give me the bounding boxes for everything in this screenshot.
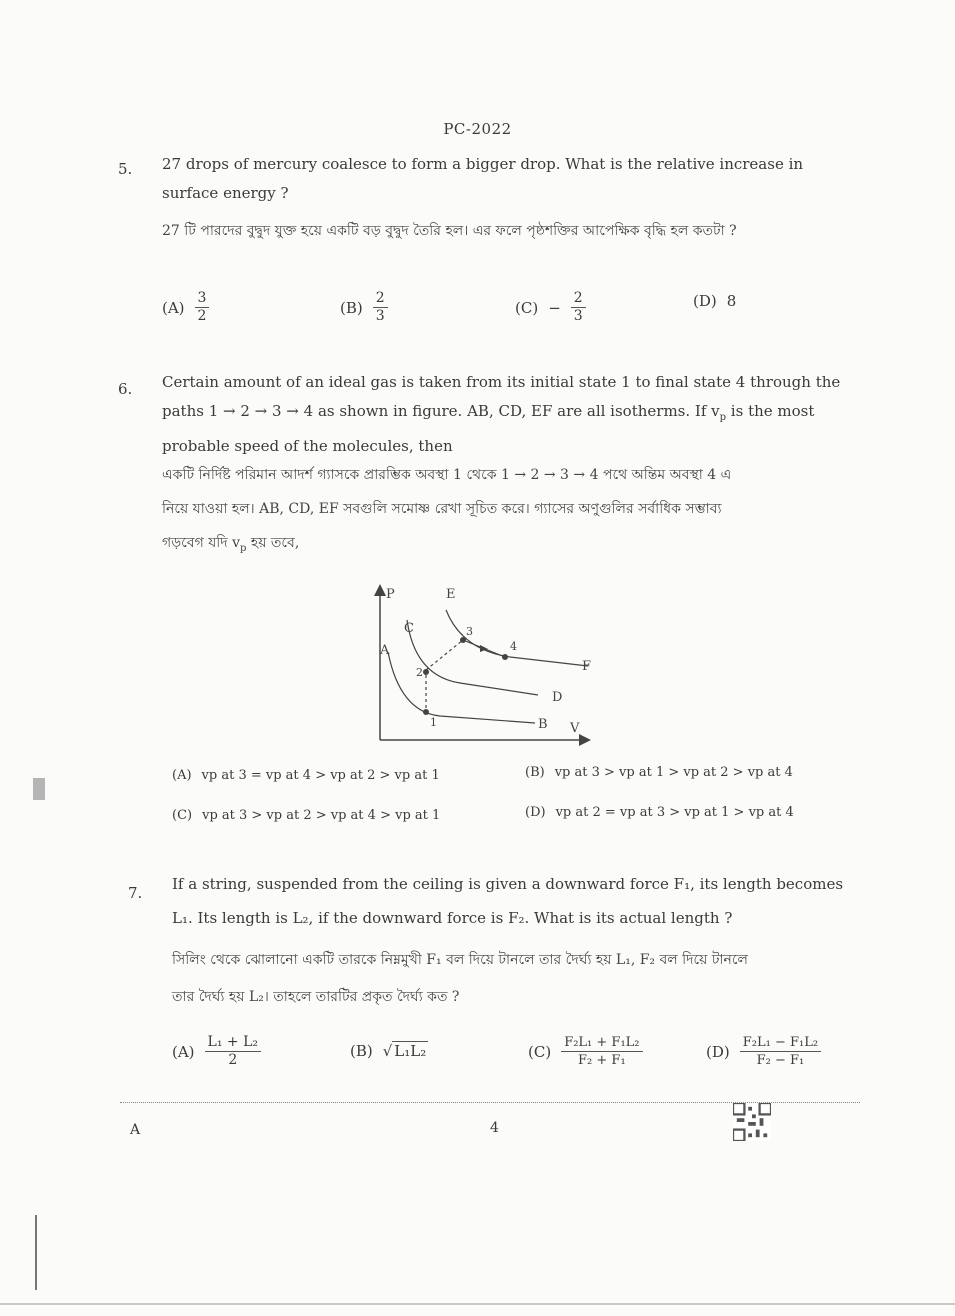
state-point-1 bbox=[423, 709, 429, 715]
fraction bbox=[205, 1034, 261, 1069]
q7-option-d[interactable] bbox=[706, 1034, 821, 1069]
q5-text-bn: 27 টি পারদের বুদ্বুদ যুক্ত হয়ে একটি বড় বুদ্বুদ তৈরি হল। এর ফলে পৃষ্ঠশক্তির আপেক্ষিক বৃদ্ধি হল কতটা ? bbox=[162, 223, 737, 239]
scan-edge-line bbox=[35, 1215, 37, 1290]
denominator: 3 bbox=[375, 308, 385, 324]
q6-text-en-line1: Certain amount of an ideal gas is taken from its initial state 1 to final state 4 through the bbox=[162, 373, 841, 391]
q7-text-bn-line2: তার দৈর্ঘ্য হয় L₂। তাহলে তারটির প্রকৃত দৈর্ঘ্য কত ? bbox=[172, 989, 460, 1005]
isotherm-ab bbox=[388, 652, 535, 723]
numerator: 2 bbox=[373, 290, 388, 308]
text: গড়বেগ যদি v bbox=[162, 535, 240, 551]
q5-option-c[interactable] bbox=[515, 290, 586, 325]
axis-label-p: P bbox=[386, 587, 395, 602]
curve-label-b: B bbox=[538, 717, 548, 732]
q6-text-bn-line2: নিয়ে যাওয়া হল। AB, CD, EF সবগুলি সমোষ্ণ রেখা সূচিত করে। গ্যাসের অণুগুলির সর্বাধিক সম্ভাব্য bbox=[162, 501, 722, 517]
q6-number: 6. bbox=[118, 380, 133, 398]
option-label: (B) bbox=[350, 1042, 373, 1060]
text: is the most bbox=[726, 402, 815, 420]
option-label: (C) bbox=[528, 1042, 552, 1061]
q7-number: 7. bbox=[128, 884, 143, 902]
q6-option-d[interactable] bbox=[525, 805, 794, 820]
option-text: vp at 3 > vp at 2 > vp at 4 > vp at 1 bbox=[202, 808, 441, 823]
subscript: p bbox=[719, 412, 727, 423]
q7-text-en-line1: If a string, suspended from the ceiling is given a downward force F₁, its length becomes bbox=[172, 875, 844, 893]
option-label: (A) bbox=[162, 298, 185, 317]
q7-option-a[interactable] bbox=[172, 1034, 261, 1069]
q6-text-bn-line3 bbox=[162, 528, 299, 564]
denominator: 2 bbox=[197, 308, 207, 324]
denominator: F₂ + F₁ bbox=[578, 1053, 626, 1068]
text: paths 1 → 2 → 3 → 4 as shown in figure. AB, CD, EF are all isotherms. If v bbox=[162, 402, 720, 420]
option-label: (C) bbox=[172, 808, 193, 823]
page-code: PC-2022 bbox=[443, 120, 512, 138]
q6-text-en-line2 bbox=[162, 397, 852, 432]
page-number: 4 bbox=[490, 1120, 499, 1136]
curve-label-f: F bbox=[582, 659, 592, 674]
curve-label-e: E bbox=[446, 587, 456, 602]
option-label: (B) bbox=[340, 298, 363, 317]
radicand: L₁L₂ bbox=[394, 1042, 427, 1060]
fraction bbox=[373, 290, 388, 325]
q6-option-a[interactable] bbox=[172, 768, 440, 783]
set-code: A bbox=[130, 1122, 141, 1138]
numerator: 2 bbox=[571, 290, 586, 308]
point-label-1: 1 bbox=[430, 716, 437, 729]
numerator: 3 bbox=[195, 290, 210, 308]
isotherm-ef bbox=[446, 610, 588, 666]
denominator: 2 bbox=[228, 1052, 238, 1068]
subscript: p bbox=[240, 543, 247, 554]
numerator: F₂L₁ + F₁L₂ bbox=[561, 1034, 642, 1052]
fraction bbox=[571, 290, 586, 325]
option-text: vp at 3 = vp at 4 > vp at 2 > vp at 1 bbox=[201, 768, 440, 783]
option-label: (B) bbox=[525, 765, 545, 780]
state-point-4 bbox=[502, 654, 508, 660]
scan-mark bbox=[33, 778, 45, 800]
numerator: F₂L₁ − F₁L₂ bbox=[740, 1034, 821, 1052]
curve-label-a: A bbox=[380, 643, 390, 658]
point-label-2: 2 bbox=[416, 666, 423, 679]
curve-label-c: C bbox=[404, 621, 414, 636]
pv-diagram bbox=[360, 580, 610, 760]
minus-sign: − bbox=[548, 298, 561, 317]
curve-label-d: D bbox=[552, 690, 563, 705]
text: হয় তবে, bbox=[246, 535, 300, 551]
fraction bbox=[561, 1034, 642, 1069]
fraction bbox=[740, 1034, 821, 1069]
option-label: (A) bbox=[172, 768, 192, 783]
q7-option-b[interactable] bbox=[350, 1042, 428, 1060]
option-text: vp at 2 = vp at 3 > vp at 1 > vp at 4 bbox=[555, 805, 794, 820]
point-label-4: 4 bbox=[510, 640, 517, 653]
q5-option-a[interactable] bbox=[162, 290, 209, 325]
q5-option-d[interactable] bbox=[693, 292, 736, 310]
state-point-2 bbox=[423, 669, 429, 675]
q7-text-en-line2: L₁. Its length is L₂, if the downward force is F₂. What is its actual length ? bbox=[172, 909, 733, 927]
option-value: 8 bbox=[726, 292, 737, 310]
q7-option-c[interactable] bbox=[528, 1034, 643, 1069]
option-label: (C) bbox=[515, 298, 539, 317]
qr-code-icon bbox=[733, 1103, 771, 1141]
q7-text-bn-line1: সিলিং থেকে ঝোলানো একটি তারকে নিম্নমুখী F₁ বল দিয়ে টানলে তার দৈর্ঘ্য হয় L₁, F₂ বল দিয়ে টানলে bbox=[172, 952, 748, 968]
numerator: L₁ + L₂ bbox=[205, 1034, 261, 1052]
option-label: (D) bbox=[693, 292, 717, 310]
scan-bottom-edge bbox=[0, 1303, 955, 1305]
option-label: (A) bbox=[172, 1042, 195, 1061]
fraction bbox=[195, 290, 210, 325]
q5-text-en: 27 drops of mercury coalesce to form a bigger drop. What is the relative increase in surface energy ? bbox=[162, 155, 804, 202]
q6-option-c[interactable] bbox=[172, 808, 440, 823]
option-label: (D) bbox=[525, 805, 546, 820]
path-2-3 bbox=[426, 640, 463, 670]
option-label: (D) bbox=[706, 1042, 730, 1061]
denominator: 3 bbox=[573, 308, 583, 324]
q5-option-b[interactable] bbox=[340, 290, 388, 325]
q6-option-b[interactable] bbox=[525, 765, 793, 780]
axis-label-v: V bbox=[570, 721, 580, 736]
denominator: F₂ − F₁ bbox=[756, 1053, 805, 1068]
q6-text-bn-line1: একটি নির্দিষ্ট পরিমান আদর্শ গ্যাসকে প্রারম্ভিক অবস্থা 1 থেকে 1 → 2 → 3 → 4 পথে অন্তিম অবস্থা 4 এ bbox=[162, 467, 732, 483]
q6-text-en-line3: probable speed of the molecules, then bbox=[162, 437, 453, 455]
q5-number: 5. bbox=[118, 160, 133, 178]
option-text: vp at 3 > vp at 1 > vp at 2 > vp at 4 bbox=[554, 765, 793, 780]
sqrt-expression: √ L₁L₂ bbox=[382, 1042, 427, 1060]
point-label-3: 3 bbox=[466, 625, 473, 638]
